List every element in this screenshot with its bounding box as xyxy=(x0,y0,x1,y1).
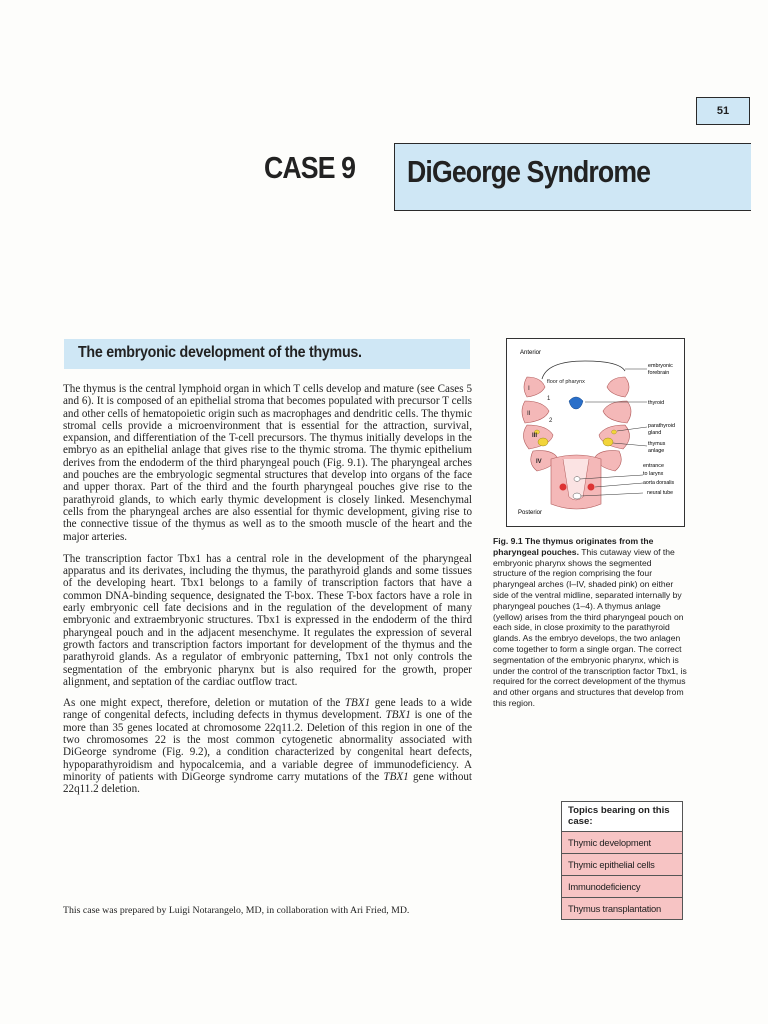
topic-item: Thymic development xyxy=(562,831,682,853)
svg-text:aorta dorsalis: aorta dorsalis xyxy=(643,480,675,486)
svg-text:neural tube: neural tube xyxy=(647,490,673,496)
topics-heading: Topics bearing on this case: xyxy=(562,802,682,831)
svg-text:gland: gland xyxy=(648,430,662,436)
forebrain-outline xyxy=(542,361,625,379)
label-posterior: Posterior xyxy=(518,510,543,516)
figure-caption-title: Fig. 9.1 The thymus originates from the pharyngeal pouches. xyxy=(493,536,654,557)
svg-text:III: III xyxy=(532,433,538,439)
figure-caption xyxy=(493,536,687,709)
svg-text:thyroid: thyroid xyxy=(648,400,665,406)
svg-text:to larynx: to larynx xyxy=(643,471,664,477)
topic-item: Immunodeficiency xyxy=(562,875,682,897)
gene-name: TBX1 xyxy=(383,770,409,783)
svg-text:thymus: thymus xyxy=(648,441,666,447)
svg-text:entrance: entrance xyxy=(643,463,664,469)
svg-text:embryonic: embryonic xyxy=(648,363,673,369)
thymus-anlage-right xyxy=(603,438,613,446)
topics-box xyxy=(561,801,683,920)
body-paragraph-1: The thymus is the central lymphoid organ in which T cells develop and mature (see Cases 5 and 6). It is composed of an epithelial stroma that becomes populated with precursor T cells and other cells of hematopoietic origin such as macrophages and dendritic cells. The thymic stromal cells provide a microenvironment that is essential for the attraction, survival, expansion, and differentiation of the T-cell precursors. The thymus initially develops in the embryo as an epithelial anlage that gives rise to the thymic stroma. The thymic epithelium derives from the endoderm of the third pharyngeal pouch (Fig. 9.1). The pharyngeal arches and pouches are the embryologic segmental structures that develop into organs of the face and upper thorax. Part of the third and the fourth pharyngeal pouches give rise to the parathyroid glands, to which early thymic development is closely linked. Mesenchymal cells from the pharyngeal arches are also essential for thymic development, giving rise to the connective tissue of the thymus as well as to the smooth muscle of the heart and the major arteries. xyxy=(63,383,472,543)
thyroid-shape xyxy=(569,397,583,409)
title-banner xyxy=(394,143,751,211)
label-anterior: Anterior xyxy=(520,350,542,356)
figure-9-1 xyxy=(506,338,685,527)
svg-text:parathyroid: parathyroid xyxy=(648,423,675,429)
gene-name: TBX1 xyxy=(344,697,371,710)
topic-item: Thymic epithelial cells xyxy=(562,853,682,875)
neural-tube xyxy=(573,493,581,499)
section-heading: The embryonic development of the thymus. xyxy=(78,344,362,361)
section-heading-bar xyxy=(64,339,470,369)
gene-name: TBX1 xyxy=(385,709,411,722)
aorta-right xyxy=(588,484,595,491)
larynx-entrance xyxy=(574,477,580,482)
svg-text:I: I xyxy=(528,385,530,392)
body-paragraph-3: As one might expect, therefore, deletion or mutation of the TBX1 gene leads to a wide range of congenital defects, including defects in thymus development. TBX1 is one of the more than 35 genes located at chromosome 22q11.2. Deletion of this region in one of the two chromosomes 22 is the most common cytogenetic abnormality associated with DiGeorge syndrome (Fig. 9.2), a condition characterized by congenital heart defects, hypoparathyroidism and hypocalcemia, and a variable degree of immunodeficiency. A minority of patients with DiGeorge syndrome carry mutations of the TBX1 gene without 22q11.2 deletion. xyxy=(63,697,473,796)
body-text xyxy=(63,383,472,805)
svg-text:2: 2 xyxy=(549,418,553,424)
svg-text:forebrain: forebrain xyxy=(648,370,670,376)
thymus-anlage-left xyxy=(538,438,548,446)
svg-text:anlage: anlage xyxy=(648,448,665,454)
svg-text:IV: IV xyxy=(536,459,542,465)
page-number: 51 xyxy=(696,97,750,125)
topic-item: Thymus transplantation xyxy=(562,897,682,919)
svg-text:II: II xyxy=(527,410,531,417)
case-label: CASE 9 xyxy=(264,150,356,185)
figure-caption-text: This cutaway view of the embryonic pharynx shows the segmented structure of the region comprising the four pharyngeal arches (I–IV, shaded pink) on either side of the ventral midline, separated internally by pharyngeal pouches (1–4). A thymus anlage (yellow) arises from the third pharyngeal pouch on each side, in close proximity to the parathyroid glands. As the embryo develops, the two anlagen come together to form a single organ. The correct segmentation of the embryonic pharynx, which is under the control of the transcription factor Tbx1, is required for the correct development of the thymus and other organs and structures that develop from this region. xyxy=(493,546,687,708)
aorta-left xyxy=(560,484,567,491)
body-paragraph-2: The transcription factor Tbx1 has a central role in the development of the pharyngeal apparatus and its derivates, including the thymus, the parathyroid glands and some tissues of the developing heart. Tbx1 belongs to a family of transcription factors that have a common DNA-binding sequence, designated the T-box. These T-box factors have a role in early embryonic cell fate decisions and in the regulation of the development of many embryonic and extraembryonic structures. Tbx1 is expressed in the endoderm of the third pharyngeal pouch and in the adjacent mesenchyme. It regulates the expression of several growth factors and transcription factors important for development of the thymus and the parathyroid glands. As a regulator of embryonic patterning, Tbx1 not only controls the segmentation of the embryonic pharynx but is also required for the growth, proper alignment, and septation of the cardiac outflow tract. xyxy=(63,552,472,688)
page-title: DiGeorge Syndrome xyxy=(407,154,651,189)
label-floor: floor of pharynx xyxy=(547,379,585,385)
svg-text:1: 1 xyxy=(547,396,551,402)
pharynx-diagram xyxy=(507,339,684,526)
right-arches xyxy=(595,377,631,471)
case-credit: This case was prepared by Luigi Notarangelo, MD, in collaboration with Ari Fried, MD. xyxy=(63,905,410,916)
